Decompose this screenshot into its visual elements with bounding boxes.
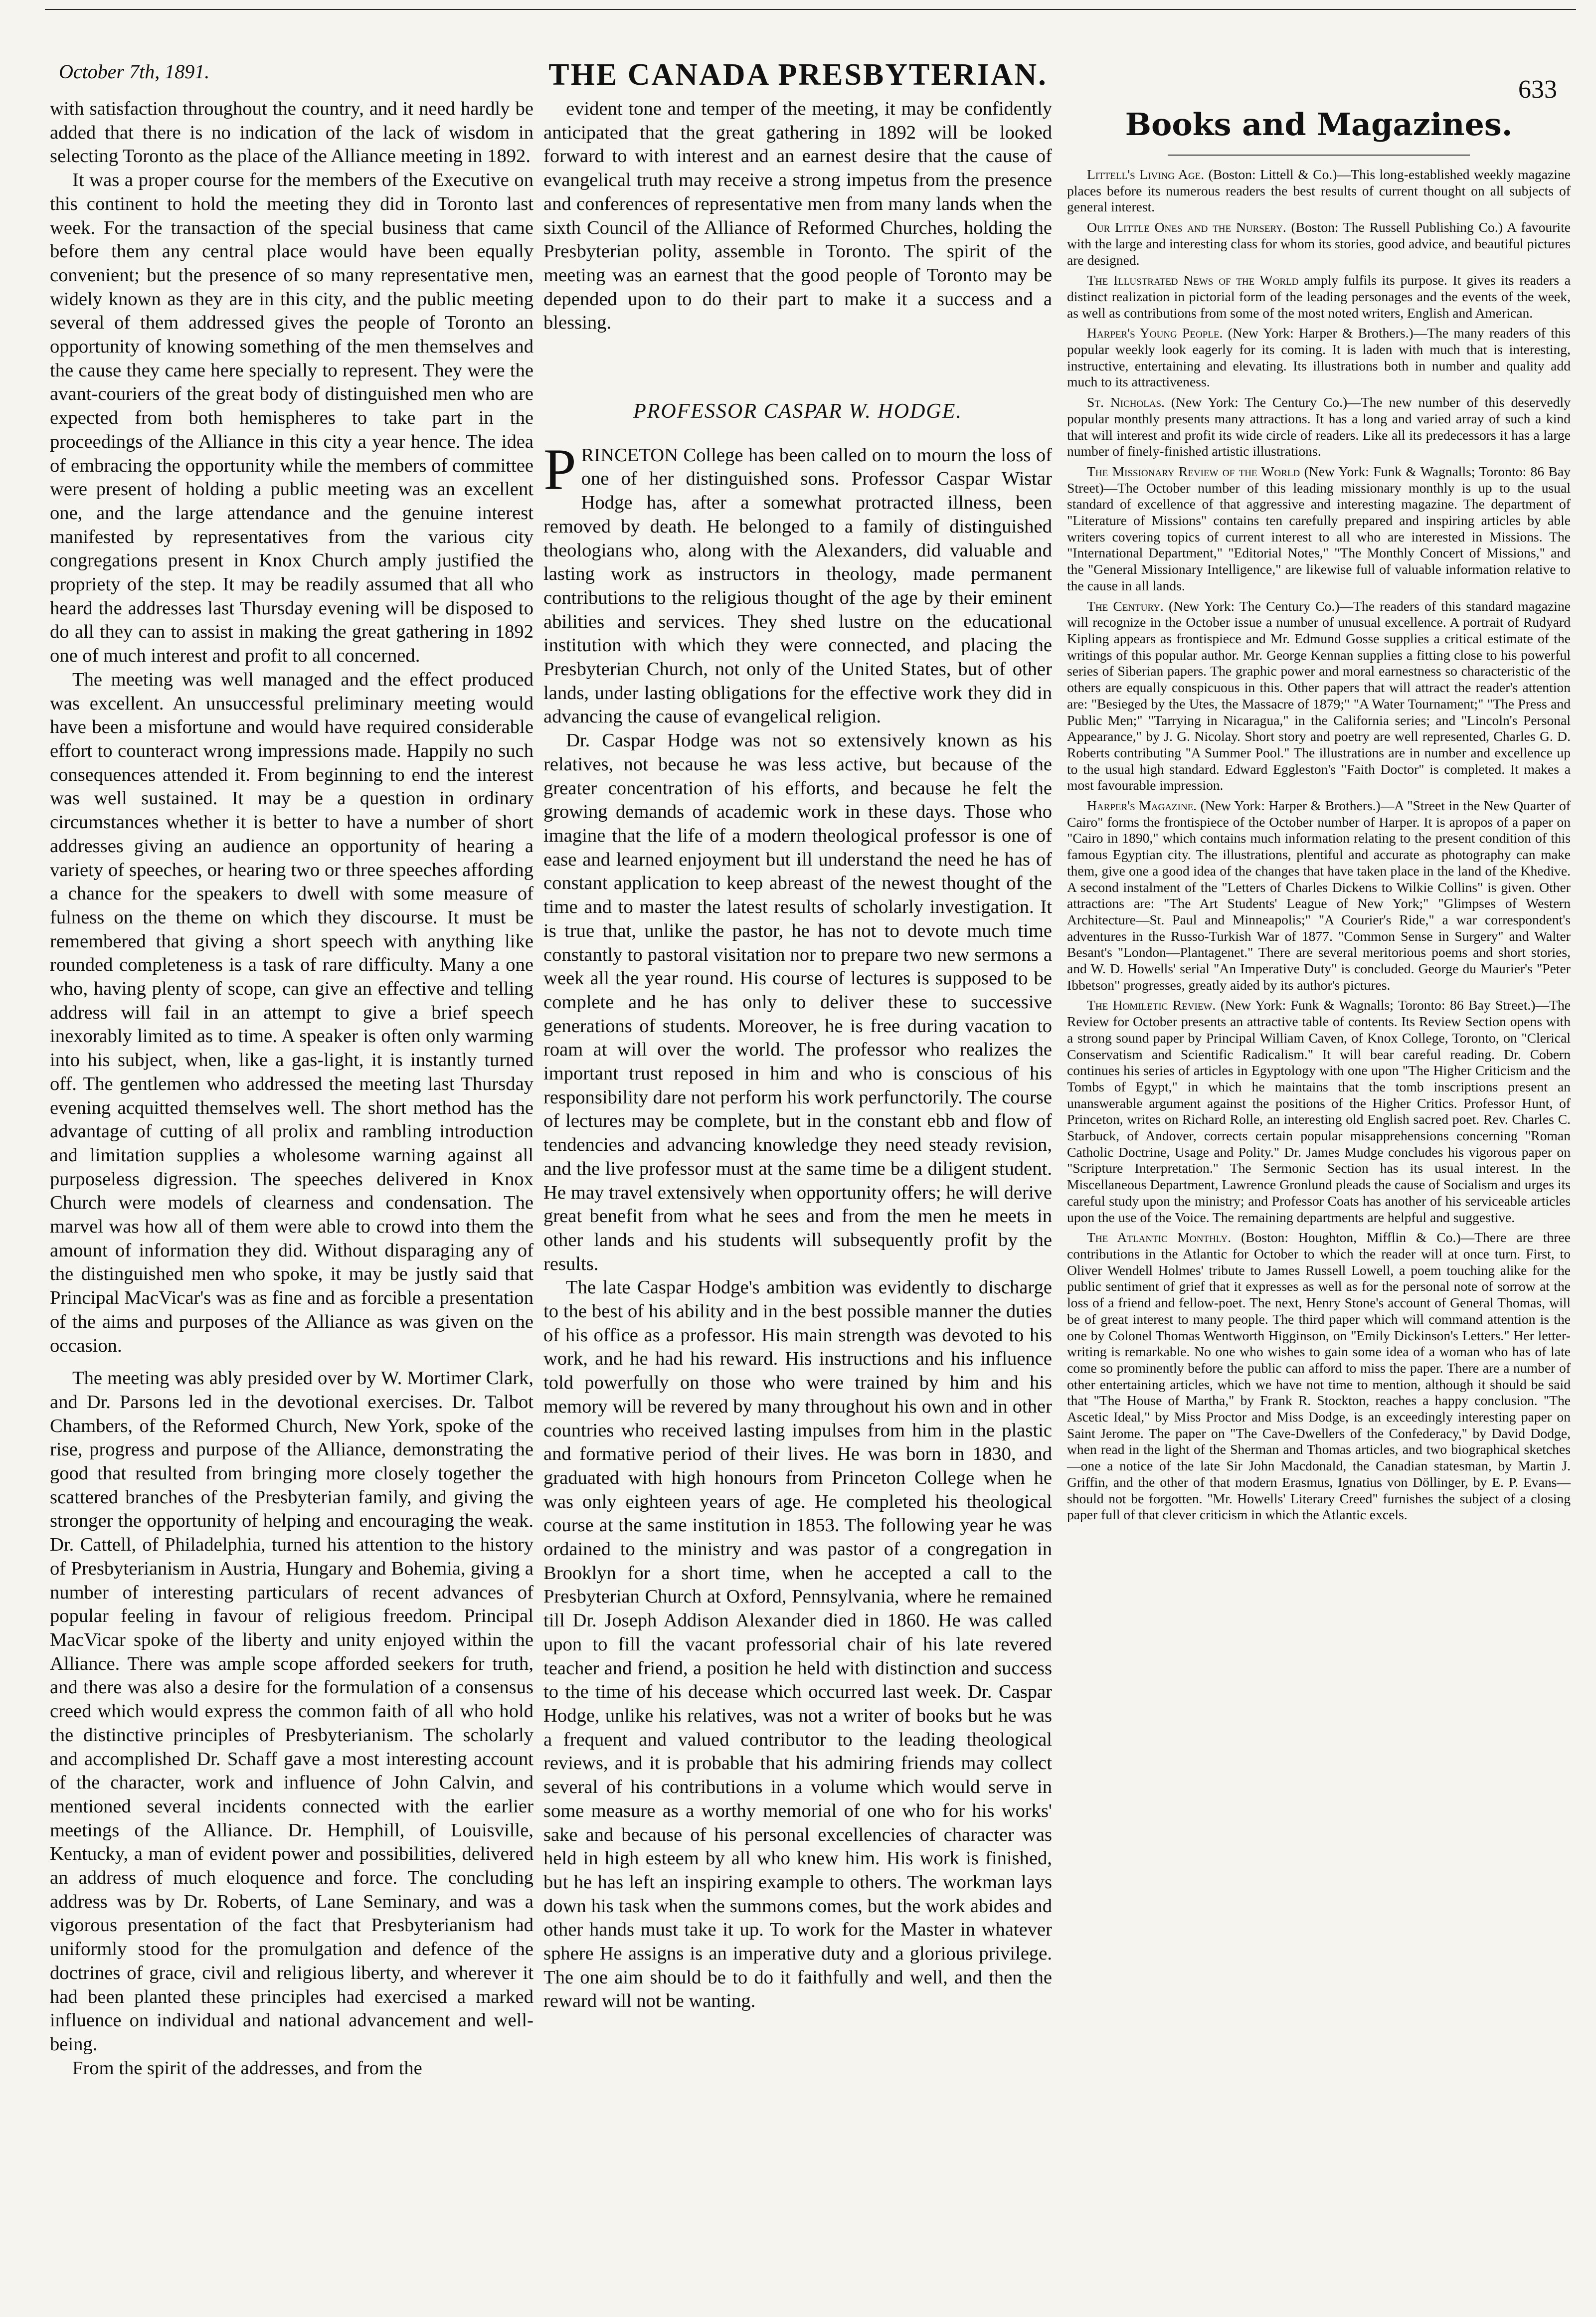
drop-cap: P <box>543 436 576 502</box>
review-text: (Boston: Houghton, Mifflin & Co.)—There are three contributions in the Atlantic for October to which the reader will at once turn. First, to Oliver Wendell Holmes' tribute to James Russell Lowell, a poem touching alike for the public sentiment of grief that it expresses as well as for the personal note of sorrow at the loss of a friend and fellow-poet. The next, Henry Stone's account of General Thomas, will be of great interest to many people. The third paper which will command attention is the one by Colonel Thomas Wentworth Higginson, on "Emily Dickinson's Letters." Her letter-writing is remarkable. No one who wishes to gain some idea of a woman who has of late come so prominently before the public can afford to miss the paper. There are a number of other entertaining articles, which we have not time to mention, although it should be said that "The House of Martha," by Frank R. Stockton, reaches a happy conclusion. "The Ascetic Ideal," by Miss Proctor and Miss Dodge, is an exceedingly interesting paper on Saint Jerome. The paper on "The Cave-Dwellers of the Confederacy," by David Dodge, when read in the light of the Sherman and Thomas articles, and two biographical sketches—one a notice of the late Sir John Macdonald, the Canadian statesman, by Martin J. Griffin, and the other of that modern Erasmus, Ignatius von Döllinger, by E. P. Evans—should not be forgotten. "Mr. Howells' Literary Creed" furnishes the subject of a closing paper full of that clever criticism in which the Atlantic excels. <box>1067 1230 1571 1523</box>
newspaper-title: THE CANADA PRESBYTERIAN. <box>548 58 1048 92</box>
page-number: 633 <box>1518 75 1557 104</box>
review-entry <box>1067 464 1571 594</box>
issue-date: October 7th, 1891. <box>59 60 210 83</box>
review-entry <box>1067 167 1571 215</box>
review-text: (New York: The Century Co.)—The new number of this deservedly popular monthly presents many attractions. It has a long and varied array of such a kind that will interest and profit its wide circle of readers. Like all its predecessors it has a large number of finely-finished artistic illustrations. <box>1067 394 1571 459</box>
reviews-list <box>1067 167 1571 1523</box>
editorial-paragraph: From the spirit of the addresses, and from the <box>72 2057 422 2079</box>
review-entry <box>1067 394 1571 460</box>
article-text: RINCETON College has been called on to mourn the loss of one of her distinguished sons. Professor Caspar Wistar Hodge has, after a somewhat protracted illness, been removed by death. He belonged to a family of distinguished theologians who, along with the Alexanders, did valuable and lasting work as instructors in theology, made permanent contributions to the religious thought of the age by their eminent abilities and services. They shed lustre on the educational institution with which they were connected, and placing the Presbyterian Church, not only of the United States, but of other lands, under lasting obligations for the effective work they did in advancing the cause of evangelical religion. <box>543 444 1052 727</box>
article-paragraph: The late Caspar Hodge's ambition was evidently to discharge to the best of his ability and in the best possible manner the duties of his office as a professor. His main strength was devoted to his work, and he had his reward. His instructions and his influence told powerfully on those who were trained by him and his memory will be revered by many throughout his own and in other countries who received lasting impulses from him in the plastic and formative period of their lives. He was born in 1830, and graduated with high honours from Princeton College when he was only eighteen years of age. He completed his theological course at the same institution in 1853. The following year he was ordained to the ministry and was pastor of a congregation in Brooklyn for a short time, when he accepted a call to the Presbyterian Church at Oxford, Pennsylvania, where he remained till Dr. Joseph Addison Alexander died in 1860. He was called upon to fill the vacant professorial chair of his late revered teacher and friend, a position he held with distinction and success to the time of his decease which occurred last week. Dr. Caspar Hodge, unlike his relatives, was not a writer of books but he was a frequent and valued contributor to the leading theological reviews, and it is probable that his admiring friends may collect several of his contributions in a volume which would serve in some measure as a worthy memorial of one who for his works' sake and because of his personal excellencies of character was held in high esteem by all who knew him. His work is finished, but he has left an inspiring example to others. The workman lays down his task when the summons comes, but the work abides and other hands must take it up. To work for the Master in whatever sphere He assigns is an imperative duty and a glorious privilege. The one aim should be to do it faithfully and well, and then the reward will not be wanting. <box>543 1277 1052 2012</box>
review-entry <box>1067 598 1571 794</box>
section-title: Books and Magazines. <box>1125 106 1513 143</box>
editorial-paragraph: with satisfaction throughout the country, and it need hardly be added that there is no indication of the lack of wisdom in selecting Toronto as the place of the Alliance meeting in 1892. <box>50 98 533 167</box>
review-text: amply fulfils its purpose. It gives its readers a distinct realization in pictorial form of the leading personages and the events of the week, as well as contributions from some of the most noted writers, English and American. <box>1067 272 1571 321</box>
header-top-rule <box>45 9 1576 10</box>
article-paragraph: Dr. Caspar Hodge was not so extensively known as his relatives, not because he was less active, but because of the greater concentration of his efforts, and because he felt the growing demands of academic work in these days. Those who imagine that the life of a modern theological professor is one of ease and learned enjoyment but ill understand the need he has of constant application to keep abreast of the newest thought of the time and to master the latest results of scholarly investigation. It is true that, unlike the pastor, he has not to devote much time constantly to pastoral visitation nor to prepare two new sermons a week all the year round. His course of lectures is supposed to be complete and he has only to deliver these to successive generations of students. Moreover, he is free during vacation to roam at will over the world. The professor who realizes the important trust reposed in him and who is conscious of his responsibility dare not perform his work perfunctorily. The course of lectures may be complete, but in the constant ebb and flow of tendencies and advancing knowledge they need steady revision, and the live professor must at the same time be a diligent student. He may travel extensively when opportunity offers; he will derive great benefit from what he sees and from the men he meets in other lands and his students will subsequently profit by the results. <box>543 730 1052 1274</box>
review-publication: The Illustrated News of the World <box>1087 272 1299 288</box>
review-publication: Harper's Young People. <box>1087 325 1223 341</box>
review-publication: The Atlantic Monthly. <box>1087 1230 1232 1246</box>
review-publication: Littell's Living Age. <box>1087 167 1205 182</box>
review-publication: The Century. <box>1087 598 1164 614</box>
article-title: PROFESSOR CASPAR W. HODGE. <box>633 400 962 423</box>
review-entry <box>1067 219 1571 268</box>
review-text: (New York: Funk & Wagnalls; Toronto: 86 Bay Street)—The October number of this leading missionary monthly is up to the usual standard of excellence of that aggressive and interesting magazine. The department of "Literature of Missions" contains ten carefully prepared and inspiring articles by able writers covering topics of current interest to all who are interested in Missions. The "International Department," "Editorial Notes," "The Monthly Concert of Missions," and the "General Missionary Intelligence," are likewise full of valuable information relative to the cause in all lands. <box>1067 463 1571 593</box>
review-text: (New York: The Century Co.)—The readers of this standard magazine will recognize in the October issue a number of unusual excellence. A portrait of Rudyard Kipling appears as frontispiece and Mr. Edmund Gosse supplies a critical estimate of the writings of this popular author. Mr. George Kennan supplies a fitting close to his powerful series of Siberian papers. The graphic power and moral earnestness so characteristic of the others are equally conspicuous in this. Other papers that will attract the reader's attention are: "Besieged by the Utes, the Massacre of 1879;" "A Water Tournament;" "The Press and Public Men;" "Tarrying in Nicaragua," in the California series; and "Lincoln's Personal Appearance," by J. G. Nicolay. Short story and poetry are well represented, Charles G. D. Roberts contributing "A Summer Pool." The illustrations are in number and excellence up to the usual high standard. Edward Eggleston's "Faith Doctor" is completed. It makes a most favourable impression. <box>1067 598 1571 793</box>
review-publication: Harper's Magazine. <box>1087 798 1197 814</box>
editorial-paragraph: evident tone and temper of the meeting, it may be confidently anticipated that the great gathering in 1892 will be looked forward to with interest and an earnest desire that the cause of evangelical truth may receive a strong impetus from the presence and conferences of representative men from many lands when the sixth Council of the Alliance of Reformed Churches, holding the Presbyterian polity, assemble in Toronto. The spirit of the meeting was an earnest that the good people of Toronto may be depended upon to do their part to make it a success and a blessing. <box>543 98 1052 334</box>
section-divider <box>1168 155 1470 156</box>
editorial-paragraph: It was a proper course for the members of the Executive on this continent to hold the meeting they did in Toronto last week. For the transaction of the special business that came before them any central place would have been equally convenient; but the presence of so many representative men, widely known as they are in this city, and the public meeting several of them addressed gives the people of Toronto an opportunity of knowing something of the men themselves and the cause they came here specially to represent. They were the avant-couriers of the great body of distinguished men who are expected from both hemispheres to take part in the proceedings of the Alliance in this city a year hence. The idea of embracing the opportunity while the members of committee were present of holding a public meeting was an excellent one, and the large attendance and the genuine interest manifested by representatives from the various city congregations present in Knox Church amply justified the propriety of the step. It may be readily assumed that all who heard the addresses last Thursday evening will be disposed to do all they can to assist in making the great gathering in 1892 one of much interest and profit to all concerned. <box>50 170 533 667</box>
review-publication: The Homiletic Review. <box>1087 997 1216 1013</box>
editorial-column <box>50 97 533 2080</box>
review-publication: The Missionary Review of the World <box>1087 463 1300 479</box>
review-entry <box>1067 325 1571 390</box>
review-text: (Boston: Littell & Co.)—This long-established weekly magazine places before its numerous readers the best results of current thought on all subjects of general interest. <box>1067 167 1571 215</box>
review-text: (New York: Funk & Wagnalls; Toronto: 86 Bay Street.)—The Review for October presents an attractive table of contents. Its Review Section opens with a strong sound paper by Principal William Caven, of Knox College, Toronto, on "Clerical Conservatism and Scientific Radicalism." It will bear careful reading. Dr. Cobern continues his series of articles in Egyptology with one upon "The Higher Criticism and the Tombs of Egypt," in which he maintains that the tomb inscriptions present an unanswerable argument against the positions of the Higher Critics. Professor Hunt, of Princeton, writes on Richard Rolle, an interesting old English sacred poet. Rev. Charles C. Starbuck, of Andover, corrects certain popular misapprehensions concerning "Roman Catholic Doctrine, Usage and Polity." Dr. James Mudge concludes his vigorous paper on "Scripture Interpretation." The Sermonic Section has its usual interest. In the Miscellaneous Department, Lawrence Gronlund pleads the cause of Socialism and urges its careful study upon the ministry; and Professor Coats has another of his serviceable articles upon the use of the Voice. The remaining departments are helpful and suggestive. <box>1067 997 1571 1225</box>
editorial-paragraph: The meeting was ably presided over by W. Mortimer Clark, and Dr. Parsons led in the devotional exercises. Dr. Talbot Chambers, of the Reformed Church, New York, spoke of the rise, progress and purpose of the Alliance, demonstrating the good that resulted from bringing more closely together the scattered branches of the Presbyterian family, and giving the stronger the opportunity of helping and encouraging the weak. Dr. Cattell, of Philadelphia, turned his attention to the history of Presbyterianism in Austria, Hungary and Bohemia, giving a number of interesting particulars of recent advances of popular feeling in favour of religious freedom. Principal MacVicar spoke of the liberty and unity enjoyed within the Alliance. There was ample scope afforded seekers for truth, and there was also a desire for the formulation of a consensus creed which would express the common faith of all who hold the distinctive principles of Presbyterianism. The scholarly and accomplished Dr. Schaff gave a most interesting account of the character, work and influence of John Calvin, and mentioned several incidents connected with the earlier meetings of the Alliance. Dr. Hemphill, of Louisville, Kentucky, a man of evident power and possibilities, delivered an address of much eloquence and force. The concluding address was by Dr. Roberts, of Lane Seminary, and was a vigorous presentation of the fact that Presbyterianism had uniformly stood for the promulgation and defence of the doctrines of grace, civil and religious liberty, and wherever it had been planted these principles had exercised a marked influence on individual and national advancement and well-being. <box>50 1368 533 2055</box>
review-text: (New York: Harper & Brothers.)—The many readers of this popular weekly look eagerly for its coming. It is laden with much that is interesting, instructive, entertaining and elevating. Its illustrations both in number and quality add much to its attractiveness. <box>1067 325 1571 390</box>
review-entry <box>1067 798 1571 993</box>
obituary-column <box>543 97 1052 2013</box>
reviews-column <box>1067 97 1571 1527</box>
review-text: (New York: Harper & Brothers.)—A "Street in the New Quarter of Cairo" forms the frontispiece of the October number of Harper. It is apropos of a paper on "Cairo in 1890," which contains much information relating to the present condition of this famous Egyptian city. The illustrations, plentiful and accurate as photography can make them, give one a good idea of the changes that have taken place in the land of the Khedive. A second instalment of the "Letters of Charles Dickens to Wilkie Collins" is given. Other attractions are: "The Art Students' League of New York;" "Glimpses of Western Architecture—St. Paul and Minneapolis;" "A Courier's Ride," a war correspondent's adventures in the Russo-Turkish War of 1877. "Common Sense in Surgery" and Walter Besant's "London—Plantagenet." There are several meritorious poems and short stories, and W. D. Howells' serial "An Imperative Duty" is concluded. George du Maurier's "Peter Ibbetson" progresses, greatly aided by its author's pictures. <box>1067 798 1571 993</box>
review-publication: Our Little Ones and the Nursery. <box>1087 219 1286 235</box>
review-entry <box>1067 1230 1571 1523</box>
review-publication: St. Nicholas. <box>1087 394 1165 410</box>
review-text: (Boston: The Russell Publishing Co.) A favourite with the large and interesting class for whom its stories, good advice, and beautiful pictures are designed. <box>1067 219 1571 268</box>
article-paragraph <box>543 436 1052 729</box>
editorial-paragraph: The meeting was well managed and the effect produced was excellent. An unsuccessful preliminary meeting would have been a misfortune and would have required considerable effort to counteract wrong impressions made. Happily no such consequences attended it. From beginning to end the interest was well sustained. It may be a question in ordinary circumstances whether it is better to have a number of short addresses giving an audience an opportunity of hearing a variety of speeches, or hearing two or three speeches affording a chance for the speakers to dwell with some measure of fulness on the theme on which they discourse. It must be remembered that giving a short speech with anything like rounded completeness is a task of rare difficulty. Many a one who, having plenty of scope, can give an effective and telling address will fail in an attempt to give a brief speech inexorably limited as to time. A speaker is often only warming into his subject, when, like a gas-light, it is instantly turned off. The gentlemen who addressed the meeting last Thursday evening acquitted themselves well. The short method has the advantage of cutting of all prolix and rambling introduction and limitation supplies a wholesome warning against all purposeless digression. The speeches delivered in Knox Church were models of clearness and condensation. The marvel was how all of them were able to crowd into them the amount of information they did. Without disparaging any of the distinguished men who spoke, it may be justly said that Principal MacVicar's was as fine and as forcible a presentation of the aims and purposes of the Alliance as was given on the occasion. <box>50 669 533 1356</box>
review-entry <box>1067 997 1571 1226</box>
review-entry <box>1067 272 1571 321</box>
